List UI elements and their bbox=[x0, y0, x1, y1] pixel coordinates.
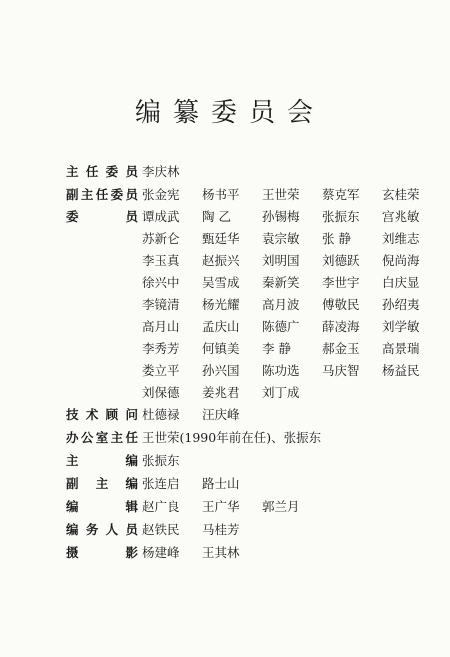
member-name: 张振东 bbox=[142, 453, 180, 468]
member-name: 王其林 bbox=[202, 545, 240, 560]
office-director-text: 王世荣(1990年前在任)、张振东 bbox=[142, 430, 322, 445]
member-name: 苏新仑 bbox=[142, 231, 180, 246]
member-name: 郭兰月 bbox=[262, 499, 300, 514]
members-row bbox=[66, 361, 442, 381]
director-row bbox=[66, 162, 202, 182]
member-name: 傅敬民 bbox=[322, 297, 360, 312]
members-row bbox=[66, 207, 442, 227]
member-name: 孙锡梅 bbox=[262, 209, 300, 224]
members-row bbox=[66, 273, 442, 293]
member-name: 刘明国 bbox=[262, 253, 300, 268]
member-name: 路士山 bbox=[202, 476, 240, 491]
role-label: 主任委员 bbox=[66, 164, 138, 179]
role-label: 编 辑 bbox=[66, 499, 138, 514]
members-row bbox=[66, 295, 442, 315]
vice-director-row bbox=[66, 185, 442, 205]
page-title: 编纂委员会 bbox=[134, 98, 325, 128]
member-name: 赵广良 bbox=[142, 499, 180, 514]
member-name: 李庆林 bbox=[142, 164, 180, 179]
deputy-editor-row bbox=[66, 474, 262, 494]
members-row bbox=[66, 317, 442, 337]
member-name: 杜德禄 bbox=[142, 407, 180, 422]
member-name: 杨书平 bbox=[202, 187, 240, 202]
member-name: 甄廷华 bbox=[202, 231, 240, 246]
member-name: 刘保德 bbox=[142, 385, 180, 400]
member-name: 徐兴中 bbox=[142, 275, 180, 290]
role-label: 副主任委员 bbox=[66, 187, 138, 202]
role-label: 摄 影 bbox=[66, 545, 138, 560]
member-name: 孙绍夷 bbox=[382, 297, 420, 312]
member-name: 玄桂荣 bbox=[382, 187, 420, 202]
member-name: 宫兆敏 bbox=[382, 209, 420, 224]
member-name: 李玉真 bbox=[142, 253, 180, 268]
member-name: 陶 乙 bbox=[202, 209, 231, 224]
member-name: 白庆显 bbox=[382, 275, 420, 290]
member-name: 何镇美 bbox=[202, 341, 240, 356]
role-label: 编务人员 bbox=[66, 522, 138, 537]
photographer-row bbox=[66, 543, 262, 563]
member-name: 马庆智 bbox=[322, 363, 360, 378]
member-name: 郝金玉 bbox=[322, 341, 360, 356]
member-name: 王世荣 bbox=[262, 187, 300, 202]
member-name: 李 静 bbox=[262, 341, 291, 356]
member-name: 秦新笑 bbox=[262, 275, 300, 290]
member-name: 孟庆山 bbox=[202, 319, 240, 334]
member-name: 杨益民 bbox=[382, 363, 420, 378]
member-name: 娄立平 bbox=[142, 363, 180, 378]
editorial-staff-row bbox=[66, 520, 262, 540]
member-name: 袁宗敏 bbox=[262, 231, 300, 246]
member-name: 赵铁民 bbox=[142, 522, 180, 537]
member-name: 张 静 bbox=[322, 231, 351, 246]
role-label: 副 主 编 bbox=[66, 476, 138, 491]
member-name: 孙兴国 bbox=[202, 363, 240, 378]
member-name: 汪庆峰 bbox=[202, 407, 240, 422]
member-name: 赵振兴 bbox=[202, 253, 240, 268]
member-name: 李镜清 bbox=[142, 297, 180, 312]
office-director-row bbox=[66, 428, 321, 448]
member-name: 刘维志 bbox=[382, 231, 420, 246]
member-name: 蔡克军 bbox=[322, 187, 360, 202]
role-label: 技术顾问 bbox=[66, 407, 138, 422]
members-row bbox=[66, 251, 442, 271]
member-name: 陈德广 bbox=[262, 319, 300, 334]
member-name: 杨光耀 bbox=[202, 297, 240, 312]
member-name: 谭成武 bbox=[142, 209, 180, 224]
role-label: 办公室主任 bbox=[66, 430, 138, 445]
member-name: 倪尚海 bbox=[382, 253, 420, 268]
chief-editor-row bbox=[66, 451, 202, 471]
members-row bbox=[66, 229, 442, 249]
member-name: 刘丁成 bbox=[262, 385, 300, 400]
member-name: 高景瑞 bbox=[382, 341, 420, 356]
member-name: 陈功选 bbox=[262, 363, 300, 378]
member-name: 刘学敏 bbox=[382, 319, 420, 334]
member-name: 姜兆君 bbox=[202, 385, 240, 400]
role-label: 主 编 bbox=[66, 453, 138, 468]
member-name: 吴雪成 bbox=[202, 275, 240, 290]
member-name: 刘德跃 bbox=[322, 253, 360, 268]
member-name: 马桂芳 bbox=[202, 522, 240, 537]
member-name: 张连启 bbox=[142, 476, 180, 491]
member-name: 王广华 bbox=[202, 499, 240, 514]
member-name: 薛凌海 bbox=[322, 319, 360, 334]
member-name: 杨建峰 bbox=[142, 545, 180, 560]
editor-row bbox=[66, 497, 322, 517]
members-row bbox=[66, 383, 322, 403]
member-name: 张振东 bbox=[322, 209, 360, 224]
role-label: 委 员 bbox=[66, 209, 138, 224]
tech-advisor-row bbox=[66, 405, 262, 425]
member-name: 高月波 bbox=[262, 297, 300, 312]
member-name: 高月山 bbox=[142, 319, 180, 334]
member-name: 张金宪 bbox=[142, 187, 180, 202]
member-name: 李秀芳 bbox=[142, 341, 180, 356]
members-row bbox=[66, 339, 442, 359]
member-name: 李世宇 bbox=[322, 275, 360, 290]
